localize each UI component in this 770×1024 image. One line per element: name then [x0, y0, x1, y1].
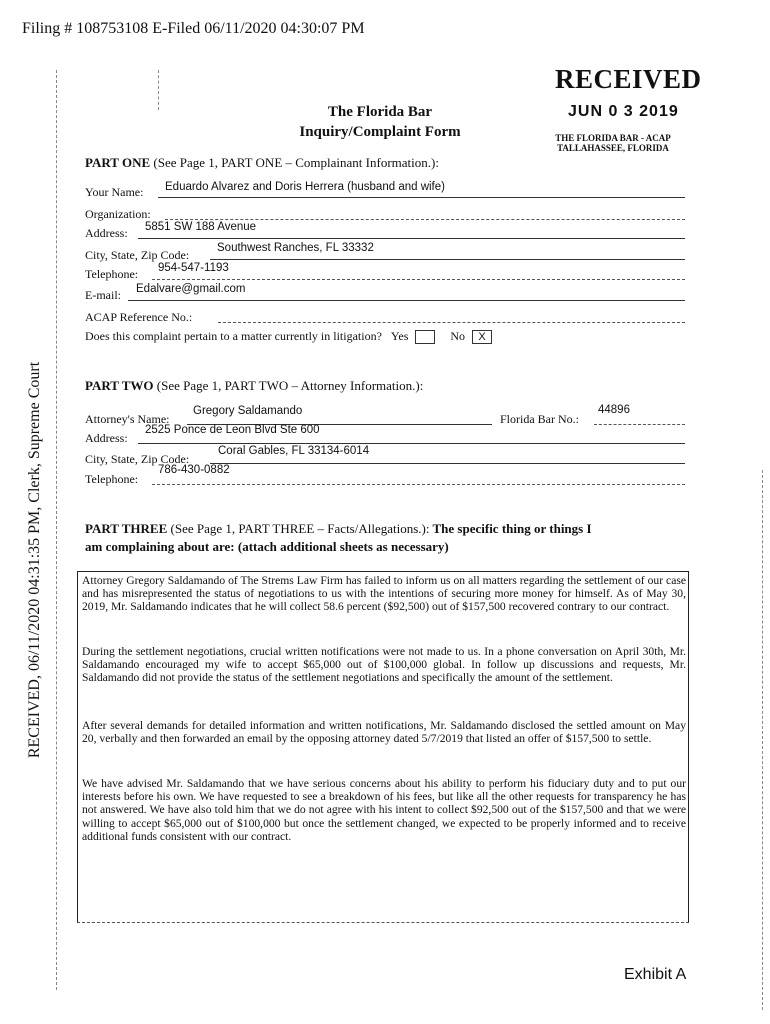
facts-paragraph-4: We have advised Mr. Saldamando that we have serious concerns about his ability to perform his fiduciary duty and to put our interests before his own. We have requested to see a breakdown of his fees, but like all the other requests for transparency he has not answered. We have also told him that we do not agree with his intent to collect $92,500 out of the $157,500 and that we were willing to accept $65,000 out of $100,000 but once the settlement changed, we expected to be properly informed and to receive additional funds consistent with our contract.: [82, 777, 686, 843]
received-stamp-date: JUN 0 3 2019: [568, 103, 679, 120]
bar-number-value[interactable]: 44896: [598, 404, 630, 416]
part-two-subtitle: (See Page 1, PART TWO – Attorney Information.):: [156, 378, 424, 393]
address-label: Address:: [85, 226, 128, 240]
attorney-telephone-value[interactable]: 786-430-0882: [158, 464, 230, 476]
received-stamp-title: RECEIVED: [555, 64, 702, 94]
acap-label: ACAP Reference No.:: [85, 310, 193, 324]
address-value[interactable]: 5851 SW 188 Avenue: [145, 221, 257, 233]
received-stamp-org-line2: TALLAHASSEE, FLORIDA: [557, 143, 669, 153]
bar-number-line: [594, 424, 685, 425]
part-three-heading: [85, 521, 685, 537]
telephone-label: Telephone:: [85, 267, 139, 281]
facts-paragraph-1: Attorney Gregory Saldamando of The Strems Law Firm has failed to inform us on all matters regarding the settlement of our case and has misrepresented the status of negotiations to us with the intentions of securing more money for himself. As of May 30, 2019, Mr. Saldamando indicates that he will collect 58.6 percent ($92,500) out of $157,500 recovered contrary to our contract.: [82, 574, 686, 614]
received-stamp-org-line1: THE FLORIDA BAR - ACAP: [555, 133, 671, 143]
part-one-heading: [85, 155, 439, 171]
attorney-city-value[interactable]: Coral Gables, FL 33134-6014: [218, 445, 370, 457]
part-one-subtitle: (See Page 1, PART ONE – Complainant Information.):: [153, 155, 439, 170]
city-value[interactable]: Southwest Ranches, FL 33332: [217, 242, 374, 254]
scan-margin-line-left: [56, 70, 57, 990]
part-three-subtitle: (See Page 1, PART THREE – Facts/Allegations.):: [170, 521, 430, 536]
email-line: [128, 300, 685, 301]
city-line: [210, 259, 685, 260]
address-line: [138, 238, 685, 239]
form-title-line2: Inquiry/Complaint Form: [299, 124, 461, 140]
part-two-title: PART TWO: [85, 378, 154, 393]
litigation-question-text: Does this complaint pertain to a matter currently in litigation?: [85, 329, 382, 343]
email-value[interactable]: Edalvare@gmail.com: [136, 283, 246, 295]
received-stamp-org: [548, 133, 678, 153]
exhibit-label: Exhibit A: [624, 966, 687, 983]
name-label: Your Name:: [85, 185, 144, 199]
part-three-title: PART THREE: [85, 521, 168, 536]
telephone-line: [152, 279, 685, 280]
organization-line[interactable]: [165, 219, 685, 220]
acap-line[interactable]: [218, 322, 685, 323]
attorney-city-line: [210, 463, 685, 464]
organization-label: Organization:: [85, 207, 151, 221]
part-three-description-line2: am complaining about are: (attach additional sheets as necessary): [85, 539, 449, 554]
side-received-stamp: RECEIVED, 06/11/2020 04:31:35 PM, Clerk, Supreme Court: [26, 361, 43, 759]
attorney-city-label: City, State, Zip Code:: [85, 452, 190, 466]
attorney-value[interactable]: Gregory Saldamando: [193, 405, 303, 417]
litigation-question: [85, 329, 492, 344]
litigation-yes-checkbox[interactable]: [415, 330, 435, 344]
facts-paragraph-3: After several demands for detailed information and written notifications, Mr. Saldamando disclosed the settled amount on May 20, verbally and then forwarded an email by the opposing attorney dated 5/7/2019 that listed an offer of $157,500 to settle.: [82, 719, 686, 746]
attorney-address-label: Address:: [85, 431, 128, 445]
bar-number-label: Florida Bar No.:: [500, 412, 579, 426]
filing-header: Filing # 108753108 E-Filed 06/11/2020 04:30:07 PM: [22, 20, 365, 37]
part-three-description: The specific thing or things I: [432, 521, 592, 536]
attorney-telephone-label: Telephone:: [85, 472, 139, 486]
litigation-yes-label: Yes: [390, 329, 409, 343]
litigation-no-label: No: [450, 329, 466, 343]
email-label: E-mail:: [85, 288, 121, 302]
attorney-label: Attorney's Name:: [85, 412, 170, 426]
name-line: [158, 197, 685, 198]
part-two-heading: [85, 378, 423, 394]
city-label: City, State, Zip Code:: [85, 248, 190, 262]
attorney-telephone-line: [152, 484, 685, 485]
scan-margin-line-right: [762, 470, 763, 1010]
attorney-address-value[interactable]: 2525 Ponce de Leon Blvd Ste 600: [145, 424, 320, 436]
facts-box[interactable]: [77, 571, 689, 923]
part-one-title: PART ONE: [85, 155, 151, 170]
form-title: [280, 102, 480, 142]
form-title-line1: The Florida Bar: [327, 104, 433, 120]
attorney-address-line: [138, 443, 685, 444]
scan-margin-line-inner: [158, 70, 159, 110]
name-value[interactable]: Eduardo Alvarez and Doris Herrera (husband and wife): [165, 181, 445, 193]
facts-paragraph-2: During the settlement negotiations, crucial written notifications were not made to us. In a phone conversation on April 30th, Mr. Saldamando encouraged my wife to accept $65,000 out of $100,000 global. In follow up discussions and requests, Mr. Saldamando did not provide the status of the settlement negotiations and specifically the amount of the settlement.: [82, 645, 686, 685]
litigation-no-checkbox[interactable]: X: [472, 330, 492, 344]
telephone-value[interactable]: 954-547-1193: [158, 262, 229, 274]
